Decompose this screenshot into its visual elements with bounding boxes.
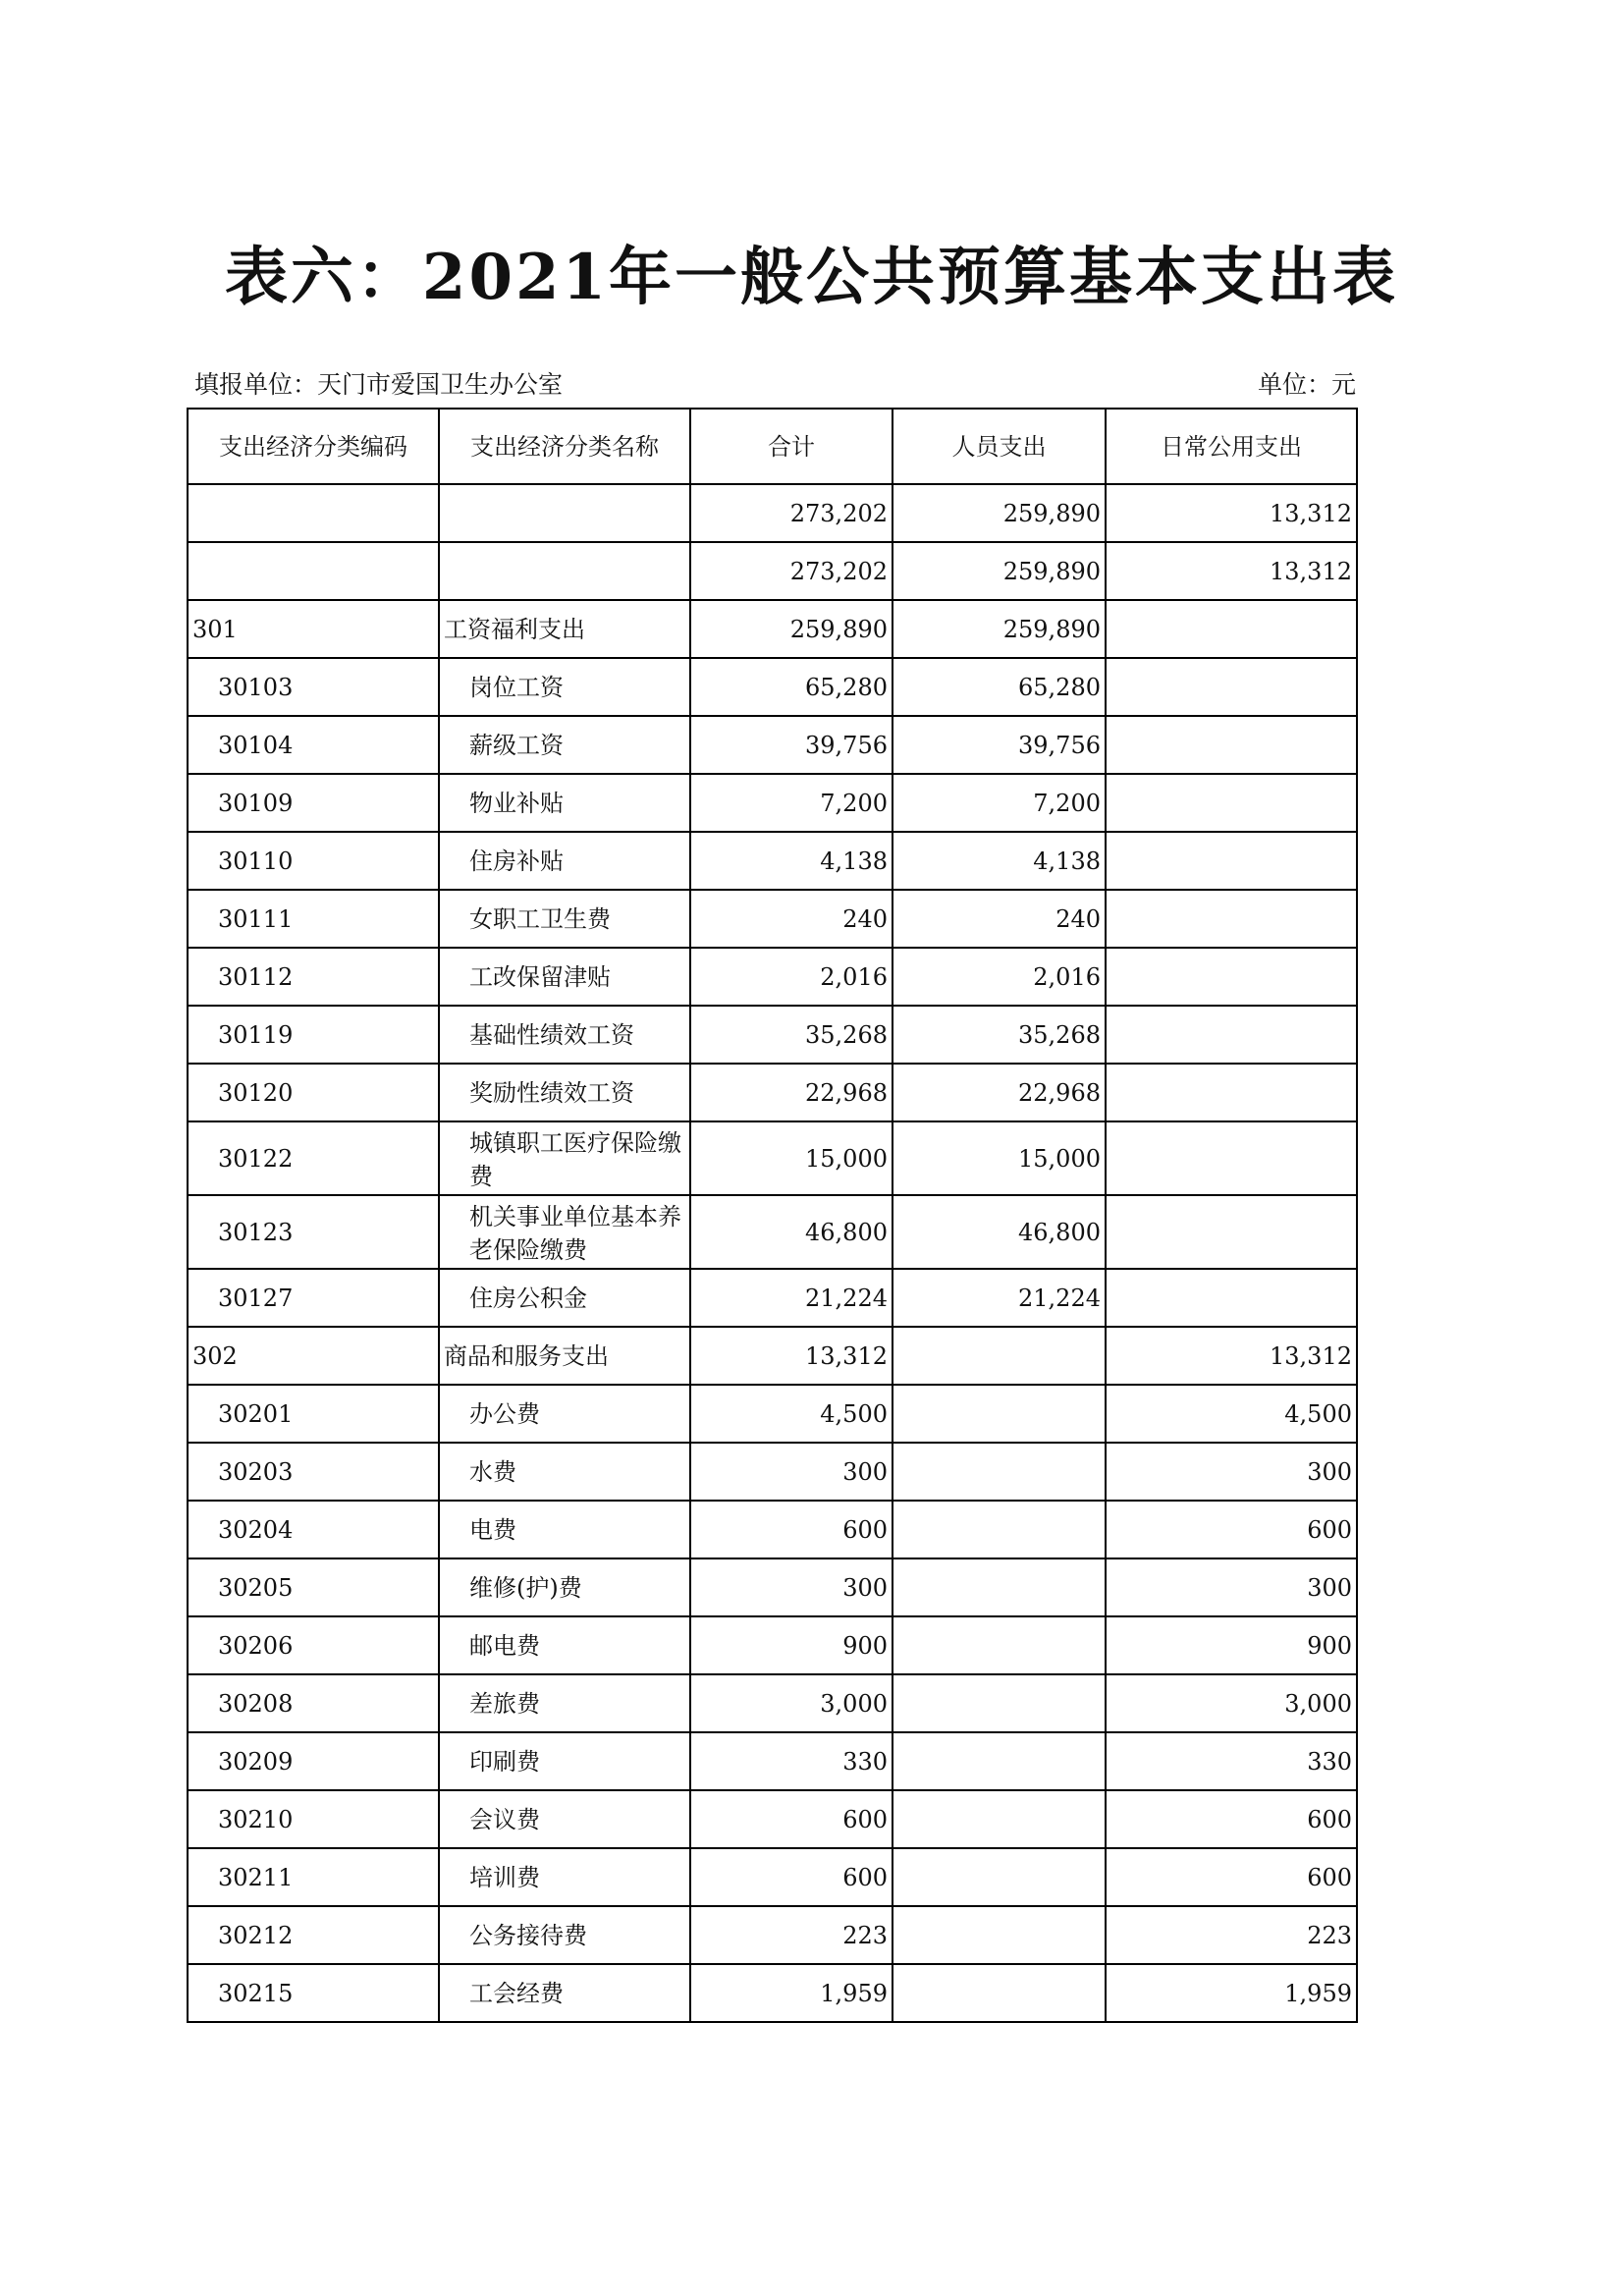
cell-name: 物业补贴: [439, 774, 690, 832]
table-row: [188, 1064, 1357, 1121]
cell-total: 259,890: [690, 600, 893, 658]
cell-total: 35,268: [690, 1006, 893, 1064]
cell-total: 273,202: [690, 542, 893, 600]
cell-name: 薪级工资: [439, 716, 690, 774]
cell-code: 302: [188, 1327, 439, 1385]
cell-personnel: [893, 1616, 1106, 1674]
cell-total: 4,500: [690, 1385, 893, 1443]
cell-public: 330: [1106, 1732, 1357, 1790]
cell-personnel: [893, 1558, 1106, 1616]
cell-personnel: 22,968: [893, 1064, 1106, 1121]
cell-code: [188, 484, 439, 542]
cell-total: 39,756: [690, 716, 893, 774]
cell-total: 22,968: [690, 1064, 893, 1121]
table-row: [188, 1269, 1357, 1327]
table-row: [188, 1121, 1357, 1195]
cell-public: 900: [1106, 1616, 1357, 1674]
cell-personnel: 7,200: [893, 774, 1106, 832]
cell-code: 30211: [188, 1848, 439, 1906]
cell-code: 30206: [188, 1616, 439, 1674]
table-row: [188, 658, 1357, 716]
cell-personnel: 35,268: [893, 1006, 1106, 1064]
cell-name: [439, 542, 690, 600]
cell-total: 7,200: [690, 774, 893, 832]
cell-personnel: 2,016: [893, 948, 1106, 1006]
cell-personnel: 4,138: [893, 832, 1106, 890]
reporting-unit: 填报单位：天门市爱国卫生办公室: [194, 370, 564, 399]
cell-total: 2,016: [690, 948, 893, 1006]
column-header-personnel: 人员支出: [893, 409, 1106, 484]
cell-name: 女职工卫生费: [439, 890, 690, 948]
table-row: [188, 716, 1357, 774]
table-row: [188, 1558, 1357, 1616]
cell-total: 273,202: [690, 484, 893, 542]
cell-total: 600: [690, 1848, 893, 1906]
cell-public: [1106, 600, 1357, 658]
table-row: [188, 1501, 1357, 1558]
cell-code: 30104: [188, 716, 439, 774]
cell-public: [1106, 658, 1357, 716]
cell-name: 工改保留津贴: [439, 948, 690, 1006]
cell-name: 城镇职工医疗保险缴费: [439, 1121, 690, 1195]
cell-code: 30109: [188, 774, 439, 832]
cell-total: 4,138: [690, 832, 893, 890]
table-row: [188, 948, 1357, 1006]
cell-public: [1106, 716, 1357, 774]
column-header-name: 支出经济分类名称: [439, 409, 690, 484]
cell-personnel: [893, 1906, 1106, 1964]
table-row: [188, 1327, 1357, 1385]
column-header-total: 合计: [690, 409, 893, 484]
cell-public: [1106, 1006, 1357, 1064]
cell-personnel: 21,224: [893, 1269, 1106, 1327]
cell-code: 30119: [188, 1006, 439, 1064]
cell-personnel: [893, 1327, 1106, 1385]
cell-personnel: [893, 1501, 1106, 1558]
cell-public: 13,312: [1106, 1327, 1357, 1385]
cell-personnel: [893, 1964, 1106, 2022]
table-row: [188, 1848, 1357, 1906]
cell-public: [1106, 948, 1357, 1006]
cell-name: [439, 484, 690, 542]
cell-code: 30127: [188, 1269, 439, 1327]
cell-public: [1106, 1064, 1357, 1121]
cell-total: 330: [690, 1732, 893, 1790]
cell-personnel: [893, 1790, 1106, 1848]
table-row: [188, 1964, 1357, 2022]
cell-personnel: 39,756: [893, 716, 1106, 774]
cell-name: 水费: [439, 1443, 690, 1501]
cell-public: [1106, 1195, 1357, 1269]
cell-name: 工资福利支出: [439, 600, 690, 658]
table-header-row: [188, 409, 1357, 484]
cell-code: 30208: [188, 1674, 439, 1732]
cell-name: 工会经费: [439, 1964, 690, 2022]
cell-personnel: 65,280: [893, 658, 1106, 716]
cell-name: 印刷费: [439, 1732, 690, 1790]
table-row: [188, 890, 1357, 948]
cell-name: 基础性绩效工资: [439, 1006, 690, 1064]
cell-public: 223: [1106, 1906, 1357, 1964]
cell-code: 30110: [188, 832, 439, 890]
cell-code: 30122: [188, 1121, 439, 1195]
cell-public: 4,500: [1106, 1385, 1357, 1443]
cell-code: [188, 542, 439, 600]
cell-total: 1,959: [690, 1964, 893, 2022]
table-row: [188, 832, 1357, 890]
cell-public: 13,312: [1106, 484, 1357, 542]
cell-personnel: [893, 1674, 1106, 1732]
table-row: [188, 600, 1357, 658]
cell-name: 公务接待费: [439, 1906, 690, 1964]
cell-public: 3,000: [1106, 1674, 1357, 1732]
cell-total: 3,000: [690, 1674, 893, 1732]
cell-public: 300: [1106, 1558, 1357, 1616]
table-row: [188, 1195, 1357, 1269]
cell-total: 900: [690, 1616, 893, 1674]
cell-public: [1106, 1121, 1357, 1195]
cell-public: [1106, 1269, 1357, 1327]
cell-total: 300: [690, 1558, 893, 1616]
cell-personnel: 240: [893, 890, 1106, 948]
table-row: [188, 542, 1357, 600]
cell-public: [1106, 774, 1357, 832]
cell-code: 30210: [188, 1790, 439, 1848]
cell-code: 301: [188, 600, 439, 658]
cell-total: 15,000: [690, 1121, 893, 1195]
cell-name: 住房公积金: [439, 1269, 690, 1327]
table-row: [188, 1674, 1357, 1732]
column-header-public: 日常公用支出: [1106, 409, 1357, 484]
cell-code: 30215: [188, 1964, 439, 2022]
cell-name: 办公费: [439, 1385, 690, 1443]
table-row: [188, 1906, 1357, 1964]
column-header-code: 支出经济分类编码: [188, 409, 439, 484]
cell-name: 商品和服务支出: [439, 1327, 690, 1385]
cell-total: 600: [690, 1790, 893, 1848]
cell-code: 30204: [188, 1501, 439, 1558]
expenditure-table: [187, 408, 1358, 2023]
cell-personnel: 259,890: [893, 542, 1106, 600]
cell-total: 223: [690, 1906, 893, 1964]
cell-code: 30201: [188, 1385, 439, 1443]
cell-total: 21,224: [690, 1269, 893, 1327]
cell-public: 13,312: [1106, 542, 1357, 600]
cell-name: 会议费: [439, 1790, 690, 1848]
cell-personnel: [893, 1848, 1106, 1906]
cell-total: 13,312: [690, 1327, 893, 1385]
cell-public: 600: [1106, 1848, 1357, 1906]
table-row: [188, 1006, 1357, 1064]
cell-total: 600: [690, 1501, 893, 1558]
cell-name: 维修(护)费: [439, 1558, 690, 1616]
cell-name: 奖励性绩效工资: [439, 1064, 690, 1121]
cell-code: 30212: [188, 1906, 439, 1964]
cell-code: 30103: [188, 658, 439, 716]
cell-personnel: 15,000: [893, 1121, 1106, 1195]
cell-public: 600: [1106, 1501, 1357, 1558]
cell-code: 30111: [188, 890, 439, 948]
cell-personnel: 259,890: [893, 600, 1106, 658]
table-row: [188, 1385, 1357, 1443]
table-row: [188, 774, 1357, 832]
cell-name: 机关事业单位基本养老保险缴费: [439, 1195, 690, 1269]
cell-name: 邮电费: [439, 1616, 690, 1674]
table-row: [188, 1443, 1357, 1501]
cell-code: 30209: [188, 1732, 439, 1790]
cell-code: 30112: [188, 948, 439, 1006]
cell-total: 300: [690, 1443, 893, 1501]
cell-code: 30203: [188, 1443, 439, 1501]
table-body: [188, 484, 1357, 2022]
cell-personnel: 259,890: [893, 484, 1106, 542]
cell-code: 30120: [188, 1064, 439, 1121]
cell-personnel: [893, 1385, 1106, 1443]
page-title: 表六：2021年一般公共预算基本支出表: [224, 241, 1399, 314]
cell-code: 30205: [188, 1558, 439, 1616]
cell-public: [1106, 890, 1357, 948]
cell-personnel: [893, 1443, 1106, 1501]
table-row: [188, 1616, 1357, 1674]
table-row: [188, 484, 1357, 542]
cell-personnel: [893, 1732, 1106, 1790]
cell-name: 电费: [439, 1501, 690, 1558]
cell-personnel: 46,800: [893, 1195, 1106, 1269]
cell-public: 600: [1106, 1790, 1357, 1848]
cell-total: 240: [690, 890, 893, 948]
cell-total: 46,800: [690, 1195, 893, 1269]
table-row: [188, 1790, 1357, 1848]
cell-code: 30123: [188, 1195, 439, 1269]
cell-name: 差旅费: [439, 1674, 690, 1732]
cell-public: 1,959: [1106, 1964, 1357, 2022]
cell-name: 住房补贴: [439, 832, 690, 890]
cell-name: 岗位工资: [439, 658, 690, 716]
cell-public: [1106, 832, 1357, 890]
cell-name: 培训费: [439, 1848, 690, 1906]
currency-unit: 单位：元: [1257, 370, 1356, 399]
cell-total: 65,280: [690, 658, 893, 716]
cell-public: 300: [1106, 1443, 1357, 1501]
table-row: [188, 1732, 1357, 1790]
